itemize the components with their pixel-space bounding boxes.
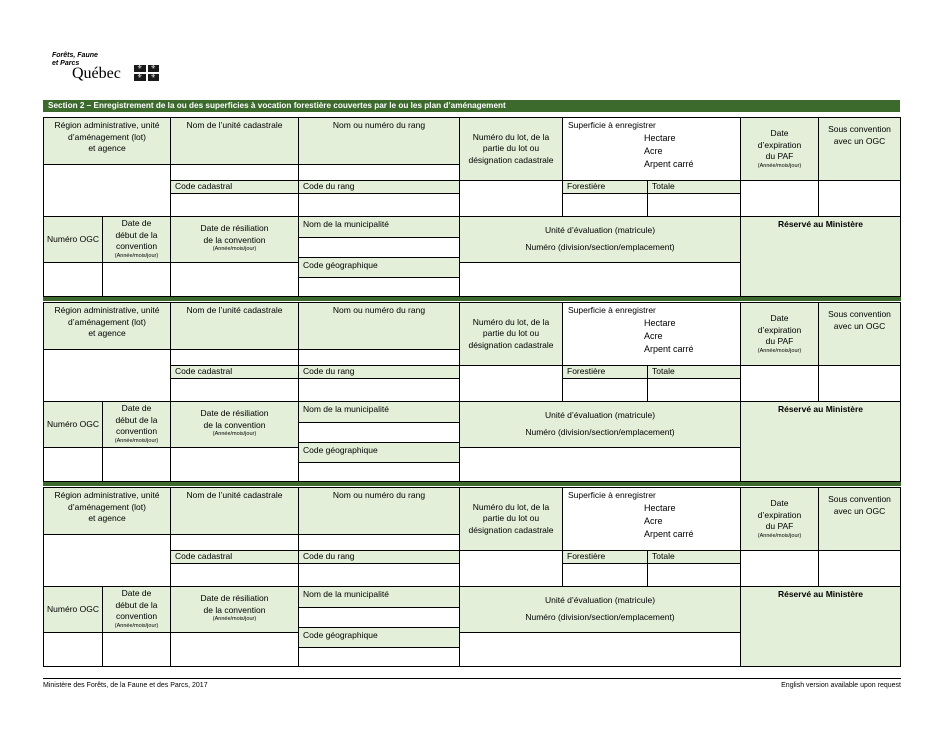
municipalite-label: Nom de la municipalité bbox=[299, 217, 460, 238]
sous-convention-field[interactable] bbox=[819, 181, 900, 217]
code-rang-label: Code du rang bbox=[299, 551, 460, 564]
footer-english-note: English version available upon request bbox=[781, 682, 901, 689]
nom-unite-label: Nom de l’unité cadastrale bbox=[171, 303, 299, 350]
code-geographique-field[interactable] bbox=[299, 463, 460, 481]
code-cadastral-label: Code cadastral bbox=[171, 366, 299, 379]
numero-ogc-field[interactable] bbox=[44, 263, 103, 296]
sous-convention-label: Sous convention avec un OGC bbox=[819, 118, 900, 181]
code-geographique-field[interactable] bbox=[299, 278, 460, 296]
numero-lot-label: Numéro du lot, de la partie du lot ou désignation cadastrale bbox=[460, 488, 563, 551]
code-cadastral-field[interactable] bbox=[171, 194, 299, 217]
date-resiliation-field[interactable] bbox=[171, 263, 299, 296]
date-expiration-field[interactable] bbox=[741, 181, 819, 217]
numero-ogc-field[interactable] bbox=[44, 448, 103, 481]
code-geographique-field[interactable] bbox=[299, 648, 460, 666]
municipalite-field[interactable] bbox=[299, 423, 460, 443]
block-separator bbox=[43, 297, 901, 301]
unite-evaluation-label: Unité d’évaluation (matricule) Numéro (division/section/emplacement) bbox=[460, 587, 741, 633]
nom-rang-field[interactable] bbox=[299, 165, 460, 181]
date-debut-field[interactable] bbox=[103, 263, 171, 296]
municipalite-label: Nom de la municipalité bbox=[299, 402, 460, 423]
superficie-label: Superficie à enregistrer Hectare Acre Arpent carré bbox=[563, 118, 741, 181]
numero-lot-label: Numéro du lot, de la partie du lot ou désignation cadastrale bbox=[460, 303, 563, 366]
forestiere-label: Forestière bbox=[563, 551, 648, 564]
code-cadastral-label: Code cadastral bbox=[171, 181, 299, 194]
numero-lot-field[interactable] bbox=[460, 366, 563, 402]
forestiere-field[interactable] bbox=[563, 379, 648, 402]
date-expiration-field[interactable] bbox=[741, 551, 819, 587]
superficie-block-1 bbox=[43, 117, 901, 297]
date-resiliation-field[interactable] bbox=[171, 633, 299, 666]
code-geographique-label: Code géographique bbox=[299, 628, 460, 648]
forestiere-field[interactable] bbox=[563, 194, 648, 217]
unite-evaluation-field[interactable] bbox=[460, 263, 741, 296]
unite-evaluation-label: Unité d’évaluation (matricule) Numéro (division/section/emplacement) bbox=[460, 402, 741, 448]
code-cadastral-field[interactable] bbox=[171, 379, 299, 402]
date-expiration-field[interactable] bbox=[741, 366, 819, 402]
date-resiliation-label: Date de résiliation de la convention (Année/mois/jour) bbox=[171, 587, 299, 633]
nom-unite-field[interactable] bbox=[171, 535, 299, 551]
numero-ogc-label: Numéro OGC bbox=[44, 217, 103, 263]
sous-convention-label: Sous convention avec un OGC bbox=[819, 488, 900, 551]
date-resiliation-label: Date de résiliation de la convention (Année/mois/jour) bbox=[171, 217, 299, 263]
date-debut-field[interactable] bbox=[103, 633, 171, 666]
date-debut-label: Date de début de la convention (Année/mois/jour) bbox=[103, 402, 171, 448]
unite-evaluation-label: Unité d’évaluation (matricule) Numéro (division/section/emplacement) bbox=[460, 217, 741, 263]
totale-label: Totale bbox=[648, 366, 741, 379]
section-title: Section 2 – Enregistrement de la ou des superficies à vocation forestière couvertes par le ou les plan d’aménagement bbox=[43, 100, 900, 112]
date-debut-label: Date de début de la convention (Année/mois/jour) bbox=[103, 217, 171, 263]
quebec-logo bbox=[52, 52, 162, 84]
region-label: Région administrative, unité d’aménagement (lot) et agence bbox=[44, 303, 171, 350]
block-separator bbox=[43, 482, 901, 486]
numero-lot-field[interactable] bbox=[460, 181, 563, 217]
code-cadastral-label: Code cadastral bbox=[171, 551, 299, 564]
forestiere-field[interactable] bbox=[563, 564, 648, 587]
reserve-ministere: Réservé au Ministère bbox=[741, 587, 900, 666]
code-rang-label: Code du rang bbox=[299, 366, 460, 379]
region-field[interactable] bbox=[44, 165, 171, 217]
logo-line2: et Parcs bbox=[52, 60, 80, 67]
nom-rang-field[interactable] bbox=[299, 535, 460, 551]
sous-convention-field[interactable] bbox=[819, 366, 900, 402]
nom-unite-field[interactable] bbox=[171, 350, 299, 366]
totale-field[interactable] bbox=[648, 564, 741, 587]
numero-ogc-field[interactable] bbox=[44, 633, 103, 666]
nom-rang-label: Nom ou numéro du rang bbox=[299, 488, 460, 535]
logo-line1: Forêts, Faune bbox=[52, 52, 98, 59]
unite-evaluation-field[interactable] bbox=[460, 633, 741, 666]
nom-unite-label: Nom de l’unité cadastrale bbox=[171, 118, 299, 165]
date-expiration-label: Date d’expiration du PAF (Année/mois/jour) bbox=[741, 303, 819, 366]
code-rang-field[interactable] bbox=[299, 564, 460, 587]
superficie-block-3 bbox=[43, 487, 901, 667]
numero-ogc-label: Numéro OGC bbox=[44, 402, 103, 448]
code-geographique-label: Code géographique bbox=[299, 258, 460, 278]
code-geographique-label: Code géographique bbox=[299, 443, 460, 463]
code-rang-label: Code du rang bbox=[299, 181, 460, 194]
superficie-block-2 bbox=[43, 302, 901, 482]
superficie-label: Superficie à enregistrer Hectare Acre Arpent carré bbox=[563, 303, 741, 366]
footer-copyright: Ministère des Forêts, de la Faune et des Parcs, 2017 bbox=[43, 682, 208, 689]
municipalite-label: Nom de la municipalité bbox=[299, 587, 460, 608]
reserve-ministere: Réservé au Ministère bbox=[741, 217, 900, 296]
date-expiration-label: Date d’expiration du PAF (Année/mois/jour) bbox=[741, 488, 819, 551]
superficie-label: Superficie à enregistrer Hectare Acre Arpent carré bbox=[563, 488, 741, 551]
numero-ogc-label: Numéro OGC bbox=[44, 587, 103, 633]
forestiere-label: Forestière bbox=[563, 181, 648, 194]
date-resiliation-label: Date de résiliation de la convention (Année/mois/jour) bbox=[171, 402, 299, 448]
totale-field[interactable] bbox=[648, 379, 741, 402]
municipalite-field[interactable] bbox=[299, 238, 460, 258]
region-field[interactable] bbox=[44, 350, 171, 402]
municipalite-field[interactable] bbox=[299, 608, 460, 628]
date-expiration-label: Date d’expiration du PAF (Année/mois/jour) bbox=[741, 118, 819, 181]
footer-divider bbox=[43, 678, 901, 679]
date-debut-label: Date de début de la convention (Année/mois/jour) bbox=[103, 587, 171, 633]
nom-rang-field[interactable] bbox=[299, 350, 460, 366]
region-field[interactable] bbox=[44, 535, 171, 587]
sous-convention-field[interactable] bbox=[819, 551, 900, 587]
numero-lot-field[interactable] bbox=[460, 551, 563, 587]
nom-unite-field[interactable] bbox=[171, 165, 299, 181]
unite-evaluation-field[interactable] bbox=[460, 448, 741, 481]
region-label: Région administrative, unité d’aménagement (lot) et agence bbox=[44, 488, 171, 535]
date-debut-field[interactable] bbox=[103, 448, 171, 481]
fleur-de-lys-flag-icon: ⚜ ⚜ ⚜ ⚜ bbox=[134, 65, 159, 81]
code-cadastral-field[interactable] bbox=[171, 564, 299, 587]
code-rang-field[interactable] bbox=[299, 194, 460, 217]
forestiere-label: Forestière bbox=[563, 366, 648, 379]
region-label: Région administrative, unité d’aménagement (lot) et agence bbox=[44, 118, 171, 165]
numero-lot-label: Numéro du lot, de la partie du lot ou désignation cadastrale bbox=[460, 118, 563, 181]
code-rang-field[interactable] bbox=[299, 379, 460, 402]
nom-rang-label: Nom ou numéro du rang bbox=[299, 118, 460, 165]
logo-name: Québec bbox=[72, 65, 121, 82]
sous-convention-label: Sous convention avec un OGC bbox=[819, 303, 900, 366]
date-resiliation-field[interactable] bbox=[171, 448, 299, 481]
totale-label: Totale bbox=[648, 181, 741, 194]
totale-label: Totale bbox=[648, 551, 741, 564]
reserve-ministere: Réservé au Ministère bbox=[741, 402, 900, 481]
totale-field[interactable] bbox=[648, 194, 741, 217]
nom-rang-label: Nom ou numéro du rang bbox=[299, 303, 460, 350]
nom-unite-label: Nom de l’unité cadastrale bbox=[171, 488, 299, 535]
